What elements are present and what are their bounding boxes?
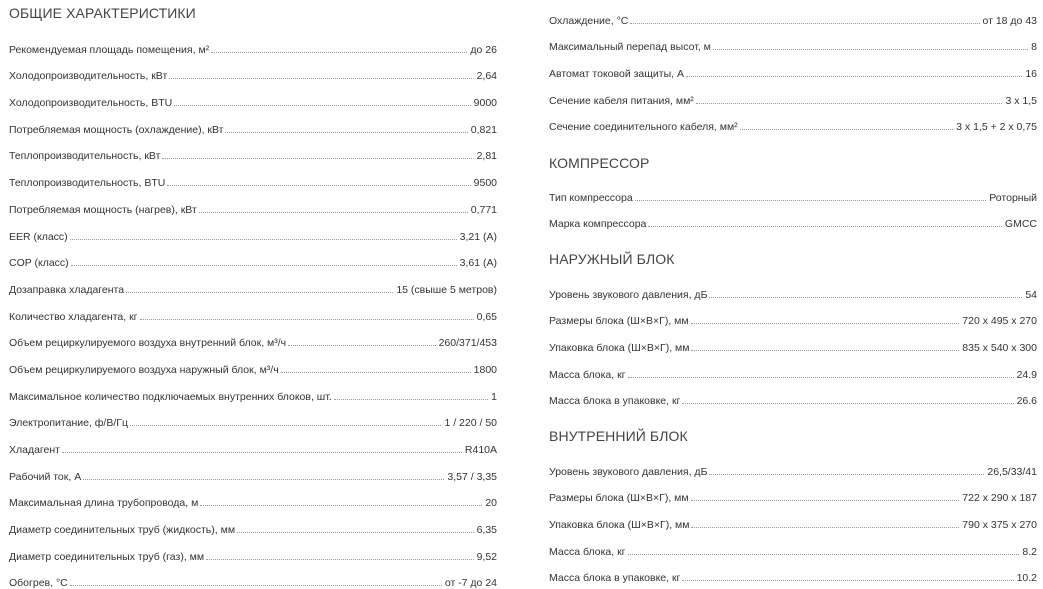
dotted-leader xyxy=(167,185,470,186)
dotted-leader xyxy=(83,479,444,480)
spec-label: Максимальный перепад высот, м xyxy=(549,41,711,54)
spec-label: Сечение кабеля питания, мм² xyxy=(549,94,694,107)
spec-row xyxy=(9,376,497,403)
dotted-leader xyxy=(691,350,959,351)
general-specs-title: ОБЩИЕ ХАРАКТЕРИСТИКИ xyxy=(9,5,196,21)
spec-value: 3,57 / 3,35 xyxy=(447,470,497,483)
spec-label: Размеры блока (Ш×В×Г), мм xyxy=(549,315,689,328)
spec-label: Уровень звукового давления, дБ xyxy=(549,465,708,478)
dotted-leader xyxy=(140,319,474,320)
spec-label: Электропитание, ф/В/Гц xyxy=(9,417,128,430)
spec-label: Уровень звукового давления, дБ xyxy=(549,288,708,301)
spec-row xyxy=(549,204,1037,231)
spec-value: R410A xyxy=(464,444,497,456)
dotted-leader xyxy=(162,158,473,159)
spec-row xyxy=(9,109,497,136)
indoor-unit-title: ВНУТРЕННИЙ БЛОК xyxy=(549,428,688,444)
compressor-title: КОМПРЕССОР xyxy=(549,155,650,171)
spec-value: 0,821 xyxy=(470,123,497,136)
dotted-leader xyxy=(237,532,474,533)
spec-value: 8 xyxy=(1031,41,1037,54)
spec-label: Диаметр соединительных труб (жидкость), мм xyxy=(9,524,236,537)
spec-value: 3 x 1,5 xyxy=(1005,94,1037,107)
spec-value: 790 x 375 x 270 xyxy=(962,519,1037,532)
spec-row xyxy=(549,301,1037,328)
spec-value: 722 x 290 x 187 xyxy=(962,492,1037,505)
spec-row xyxy=(9,403,497,430)
spec-label: Автомат токовой защиты, А xyxy=(549,68,684,81)
spec-label: COP (класс) xyxy=(9,257,69,270)
general-specs-list xyxy=(9,29,497,589)
dotted-leader xyxy=(691,323,960,324)
spec-row xyxy=(9,456,497,483)
spec-value: 3,61 (A) xyxy=(459,257,497,270)
spec-value: 20 xyxy=(485,497,497,510)
dotted-leader xyxy=(62,452,462,453)
spec-value: от -7 до 24 xyxy=(444,577,497,589)
spec-row xyxy=(9,483,497,510)
dotted-leader xyxy=(628,377,1014,378)
spec-value: 2,64 xyxy=(476,70,497,83)
spec-value: 54 xyxy=(1025,288,1037,301)
dotted-leader xyxy=(686,76,1022,77)
spec-value: Роторный xyxy=(989,191,1037,204)
spec-label: Диаметр соединительных труб (газ), мм xyxy=(9,550,205,563)
spec-value: 9,52 xyxy=(476,550,497,563)
dotted-leader xyxy=(709,297,1022,298)
spec-label: Холодопроизводительность, кВт xyxy=(9,70,168,83)
spec-label: Масса блока, кг xyxy=(549,368,626,381)
spec-label: Масса блока в упаковке, кг xyxy=(549,395,681,408)
dotted-leader xyxy=(628,554,1020,555)
spec-row xyxy=(549,27,1037,54)
dotted-leader xyxy=(691,500,960,501)
spec-label: Размеры блока (Ш×В×Г), мм xyxy=(549,492,689,505)
dotted-leader xyxy=(709,474,984,475)
spec-value: от 18 до 43 xyxy=(982,14,1037,27)
spec-label: Объем рециркулируемого воздуха внутренний блок, м³/ч xyxy=(9,337,287,350)
dotted-leader xyxy=(199,212,468,213)
dotted-leader xyxy=(211,52,467,53)
spec-label: Масса блока, кг xyxy=(549,545,626,558)
spec-row xyxy=(9,269,497,296)
spec-value: 1 xyxy=(491,390,497,403)
spec-row xyxy=(9,56,497,83)
spec-label: Масса блока в упаковке, кг xyxy=(549,572,681,585)
spec-value: 720 x 495 x 270 xyxy=(962,315,1037,328)
spec-row xyxy=(549,53,1037,80)
spec-row xyxy=(549,177,1037,204)
spec-row xyxy=(549,80,1037,107)
spec-value: 6,35 xyxy=(476,524,497,537)
dotted-leader xyxy=(225,132,467,133)
dotted-leader xyxy=(281,372,471,373)
spec-label: Охлаждение, °С xyxy=(549,14,629,27)
spec-value: 26,5/33/41 xyxy=(987,465,1037,478)
dotted-leader xyxy=(691,527,959,528)
spec-label: Тип компрессора xyxy=(549,191,633,204)
spec-label: Количество хладагента, кг xyxy=(9,310,138,323)
spec-value: 16 xyxy=(1025,68,1037,81)
compressor-specs-list xyxy=(549,177,1037,230)
dotted-leader xyxy=(200,505,482,506)
spec-label: Холодопроизводительность, BTU xyxy=(9,97,173,110)
spec-row xyxy=(549,354,1037,381)
spec-label: Сечение соединительного кабеля, мм² xyxy=(549,121,738,134)
spec-value: до 26 xyxy=(470,43,497,56)
spec-value: 8.2 xyxy=(1022,545,1037,558)
spec-label: EER (класс) xyxy=(9,230,68,243)
spec-row xyxy=(9,162,497,189)
outdoor-unit-specs-list xyxy=(549,274,1037,407)
spec-row xyxy=(9,323,497,350)
dotted-leader xyxy=(70,585,442,586)
spec-row xyxy=(549,327,1037,354)
spec-row xyxy=(549,274,1037,301)
spec-value: 3,21 (A) xyxy=(459,230,497,243)
spec-row xyxy=(9,296,497,323)
spec-value: 0,771 xyxy=(470,203,497,216)
spec-row xyxy=(549,381,1037,408)
spec-row xyxy=(9,82,497,109)
dotted-leader xyxy=(682,580,1013,581)
spec-value: 1800 xyxy=(473,363,497,376)
dotted-leader xyxy=(696,103,1003,104)
dotted-leader xyxy=(334,399,488,400)
spec-label: Рекомендуемая площадь помещения, м² xyxy=(9,43,210,56)
spec-value: GMCC xyxy=(1004,218,1037,231)
spec-value: 0,65 xyxy=(476,310,497,323)
spec-label: Теплопроизводительность, BTU xyxy=(9,177,166,190)
spec-row xyxy=(549,478,1037,505)
spec-row xyxy=(9,29,497,56)
spec-value: 3 x 1,5 + 2 x 0,75 xyxy=(956,121,1037,134)
spec-row xyxy=(549,558,1037,585)
dotted-leader xyxy=(713,49,1028,50)
spec-row xyxy=(9,563,497,589)
spec-row xyxy=(9,136,497,163)
spec-row xyxy=(9,189,497,216)
dotted-leader xyxy=(740,129,953,130)
spec-label: Дозаправка хладагента xyxy=(9,283,125,296)
spec-label: Максимальное количество подключаемых внутренних блоков, шт. xyxy=(9,390,332,403)
spec-label: Хладагент xyxy=(9,444,60,456)
dotted-leader xyxy=(682,403,1013,404)
spec-value: 15 (свыше 5 метров) xyxy=(396,283,497,296)
spec-row xyxy=(549,451,1037,478)
dotted-leader xyxy=(126,292,393,293)
spec-row xyxy=(549,504,1037,531)
spec-label: Упаковка блока (Ш×В×Г), мм xyxy=(549,519,690,532)
spec-label: Потребляемая мощность (нагрев), кВт xyxy=(9,203,197,216)
spec-label: Рабочий ток, А xyxy=(9,470,82,483)
spec-value: 10.2 xyxy=(1016,572,1037,585)
spec-value: 24.9 xyxy=(1016,368,1037,381)
spec-row xyxy=(9,536,497,563)
spec-label: Упаковка блока (Ш×В×Г), мм xyxy=(549,342,690,355)
spec-value: 9000 xyxy=(473,97,497,110)
dotted-leader xyxy=(635,200,987,201)
spec-label: Обогрев, °С xyxy=(9,577,68,589)
dotted-leader xyxy=(169,78,473,79)
dotted-leader xyxy=(71,265,457,266)
spec-row xyxy=(549,0,1037,27)
spec-label: Объем рециркулируемого воздуха наружный блок, м³/ч xyxy=(9,363,279,376)
dotted-leader xyxy=(206,559,473,560)
dotted-leader xyxy=(130,425,441,426)
spec-value: 26.6 xyxy=(1016,395,1037,408)
spec-row xyxy=(9,349,497,376)
spec-row xyxy=(9,509,497,536)
spec-value: 260/371/453 xyxy=(438,337,497,350)
spec-row xyxy=(9,429,497,456)
spec-label: Теплопроизводительность, кВт xyxy=(9,150,161,163)
dotted-leader xyxy=(648,226,1002,227)
dotted-leader xyxy=(288,345,435,346)
spec-value: 835 x 540 x 300 xyxy=(962,342,1037,355)
spec-label: Потребляемая мощность (охлаждение), кВт xyxy=(9,123,224,136)
dotted-leader xyxy=(174,105,470,106)
spec-row xyxy=(9,243,497,270)
spec-label: Марка компрессора xyxy=(549,218,647,231)
spec-row xyxy=(549,107,1037,134)
spec-value: 1 / 220 / 50 xyxy=(444,417,497,430)
spec-row xyxy=(549,531,1037,558)
indoor-unit-specs-list xyxy=(549,451,1037,584)
dotted-leader xyxy=(70,239,457,240)
spec-row xyxy=(9,216,497,243)
dotted-leader xyxy=(630,23,979,24)
spec-label: Максимальная длина трубопровода, м xyxy=(9,497,199,510)
spec-value: 9500 xyxy=(473,177,497,190)
spec-value: 2,81 xyxy=(476,150,497,163)
misc-specs-list xyxy=(549,0,1037,133)
outdoor-unit-title: НАРУЖНЫЙ БЛОК xyxy=(549,251,675,267)
